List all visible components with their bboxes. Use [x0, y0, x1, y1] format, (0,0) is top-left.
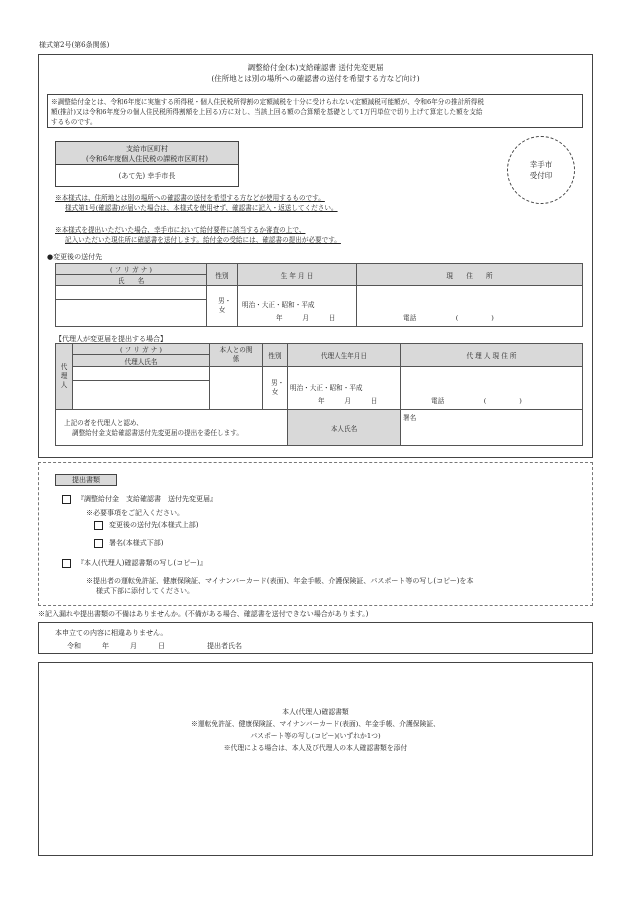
agent-relation-field[interactable] [210, 367, 263, 410]
doc-item1[interactable] [62, 494, 217, 504]
agent-name-header: 代理人氏名 [73, 355, 210, 367]
usage-note1-line2: 様式第1号(確認書)が届いた場合は、本様式を使用せず、確認書に記入・返送してください。 [65, 204, 338, 212]
definition-note-line3: するものです。 [51, 118, 97, 126]
doc-item2-note-line1: ※提出者の運転免許証、健康保険証、マイナンバーカード(表面)、年金手帳、介護保険証、パスポート等の写し(コピー)を本 [86, 577, 474, 585]
doc-item2-label: 『本人(代理人)確認書類の写し(コピー)』 [77, 559, 207, 567]
submitter-name-label: 提出者氏名 [207, 642, 242, 650]
dest-dob-field[interactable] [238, 286, 357, 327]
doc-item2-checkbox[interactable] [62, 559, 71, 568]
principal-name-label: 本人氏名 [288, 410, 401, 446]
usage-note1-line1: ※本様式は、住所地とは別の場所への確認書の送付を希望する方などが使用するものです。 [55, 194, 325, 202]
id-attach-line3: ※代理による場合は、本人及び代理人の本人確認書類を添付 [223, 744, 408, 752]
addressee: (あて先) 幸手市長 [118, 172, 176, 180]
municipality-header1: 支給市区町村 [126, 145, 168, 153]
doc-item1-note: ※必要事項をご記入ください。 [86, 509, 184, 517]
agent-gender-header: 性別 [263, 344, 288, 367]
dest-address-header: 現 住 所 [357, 264, 583, 286]
doc-sub1-label: 変更後の送付先(本様式上部) [109, 521, 199, 529]
agent-dob-header: 代理人生年月日 [288, 344, 401, 367]
reception-stamp [507, 136, 575, 204]
doc-sub1-checkbox[interactable] [94, 521, 103, 530]
delegation-line1: 上記の者を代理人と認め、 [64, 418, 143, 427]
agent-relation-header: 本人との関係 [210, 344, 263, 367]
declaration-line1: 本申立ての内容に相違ありません。 [55, 629, 168, 637]
destination-section-label: ●変更後の送付先 [47, 253, 103, 261]
agent-address-field[interactable] [401, 367, 583, 410]
dest-address-field[interactable] [357, 286, 583, 327]
agent-name-field[interactable] [73, 381, 210, 410]
delegation-text [56, 410, 288, 446]
dest-name-header: 氏 名 [56, 275, 207, 286]
dest-phone: 電話 ( ) [403, 314, 494, 322]
stamp-line2: 受付印 [529, 171, 553, 180]
dest-furigana-header: ( フ リ ガ ナ ) [56, 264, 207, 275]
municipality-header2: (令和6年度個人住民税の課税市区町村) [86, 155, 208, 163]
form-number: 様式第2号(第6条関係) [39, 41, 110, 49]
agent-ymd: 年 月 日 [318, 397, 378, 405]
id-attach-line1: ※運転免許証、健康保険証、マイナンバーカード(表面)、年金手帳、介護保険証、 [191, 720, 440, 728]
doc-sub2-label: 署名(本様式下部) [109, 539, 164, 547]
doc-item1-checkbox[interactable] [62, 495, 71, 504]
usage-note2-line1: ※本様式を提出いただいた場合、幸手市において給付要件に該当するか審査の上で、 [55, 226, 306, 234]
check-notice: ※記入漏れや提出書類の不備はありませんか。(不備がある場合、確認書を送付できない場合があります。) [38, 610, 369, 618]
id-attach-title: 本人(代理人)確認書類 [282, 708, 349, 716]
title-line1: 調整給付金(本)支給確認書 送付先変更届 [247, 63, 384, 72]
dest-dob-header: 生 年 月 日 [238, 264, 357, 286]
agent-furigana-header: ( フ リ ガ ナ ) [73, 344, 210, 355]
declaration-box [38, 622, 593, 654]
doc-item2[interactable] [62, 558, 207, 568]
agent-phone: 電話 ( ) [431, 397, 522, 405]
dest-eras: 明治・大正・昭和・平成 [242, 301, 315, 309]
definition-note-box [47, 94, 583, 128]
municipality-box [55, 141, 239, 187]
agent-address-header: 代 理 人 現 住 所 [401, 344, 583, 367]
agent-table [55, 343, 583, 446]
usage-note2-line2: 記入いただいた現住所に確認書を送付します。給付金の受給には、確認書の提出が必要です。 [65, 236, 341, 244]
submission-docs-header: 提出書類 [55, 474, 117, 486]
dest-name-field[interactable] [56, 300, 207, 327]
definition-note-line1: ※調整給付金とは、令和6年度に実施する所得税・個人住民税所得割の定額減税を十分に受けられない(定額減税可能額が、令和6年分の推計所得税 [51, 98, 484, 106]
agent-gender-field[interactable]: 男・女 [263, 367, 288, 410]
agent-dob-field[interactable] [288, 367, 401, 410]
dest-ymd: 年 月 日 [276, 314, 336, 322]
doc-sub2-checkbox[interactable] [94, 539, 103, 548]
agent-eras: 明治・大正・昭和・平成 [290, 384, 363, 392]
agent-section-label: 【代理人が変更届を提出する場合】 [55, 335, 167, 343]
delegation-line2: 調整給付金支給確認書送付先変更届の提出を委任します。 [72, 428, 243, 437]
destination-table [55, 263, 583, 327]
id-attach-line2: パスポート等の写し(コピー)(いずれか1つ) [250, 732, 381, 740]
doc-item1-label: 『調整給付金 支給確認書 送付先変更届』 [77, 495, 217, 503]
doc-sub2[interactable] [94, 538, 163, 548]
doc-item2-note-line2: 様式下部に添付してください。 [96, 587, 194, 595]
declaration-date[interactable]: 令和 年 月 日 [67, 642, 165, 650]
dest-gender-header: 性別 [207, 264, 238, 286]
definition-note-line2: 額(推計)又は令和6年度分の個人住民税所得割額を上回る)方に対し、当該上回る額の合算額を基礎として1万円単位で切り上げて算定した額を支給 [51, 108, 483, 116]
dest-furigana-field[interactable] [56, 286, 207, 300]
stamp-line1: 幸手市 [529, 160, 553, 169]
id-attachment-area[interactable] [38, 662, 593, 856]
principal-signature-field[interactable]: 署名 [401, 410, 583, 446]
title-line2: (住所地とは別の場所への確認書の送付を希望する方など向け) [211, 74, 420, 83]
dest-gender-field[interactable]: 男・女 [207, 286, 238, 327]
agent-furigana-field[interactable] [73, 367, 210, 381]
agent-side-label: 代理人 [56, 344, 73, 410]
doc-sub1[interactable] [94, 520, 198, 530]
